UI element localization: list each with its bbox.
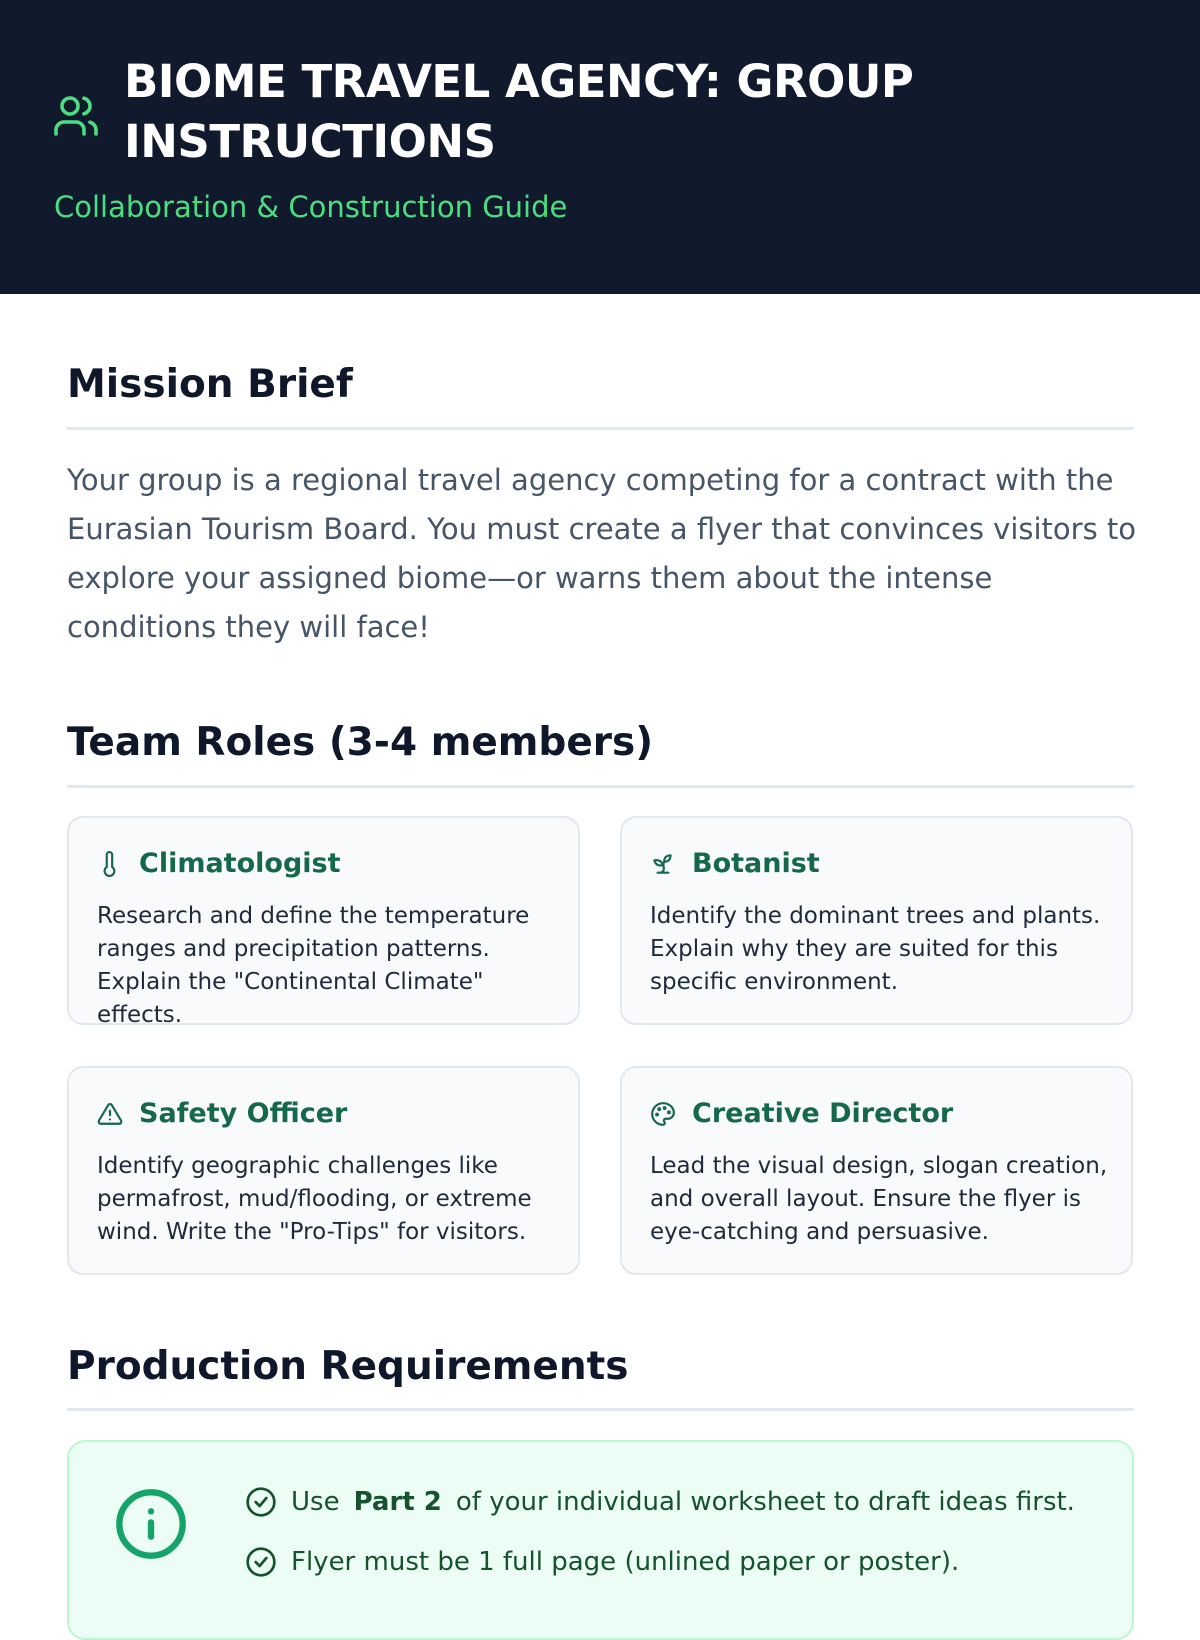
page-subtitle: Collaboration & Construction Guide bbox=[54, 190, 568, 224]
roles-heading: Team Roles (3-4 members) bbox=[67, 720, 654, 765]
section-divider bbox=[67, 427, 1134, 430]
role-title: Creative Director bbox=[692, 1098, 954, 1129]
info-icon bbox=[113, 1486, 189, 1562]
palette-icon bbox=[650, 1101, 676, 1127]
role-card-botanist bbox=[620, 816, 1133, 1025]
production-heading: Production Requirements bbox=[67, 1344, 629, 1389]
role-card-safety-officer bbox=[67, 1066, 580, 1275]
requirement-text: of your individual worksheet to draft ideas first. bbox=[455, 1487, 1075, 1517]
role-card-climatologist bbox=[67, 816, 580, 1028]
section-divider bbox=[67, 1408, 1134, 1411]
requirement-item bbox=[245, 1486, 1075, 1518]
check-circle-icon bbox=[245, 1546, 277, 1578]
section-divider bbox=[67, 785, 1134, 788]
role-description: Lead the visual design, slogan creation, and overall layout. Ensure the flyer is eye-catching and persuasive. bbox=[650, 1153, 1108, 1245]
check-circle-icon bbox=[245, 1486, 277, 1518]
role-title: Safety Officer bbox=[139, 1098, 348, 1129]
role-title: Botanist bbox=[692, 848, 820, 879]
role-description: Identify the dominant trees and plants. Explain why they are suited for this specific environment. bbox=[650, 903, 1101, 995]
role-description: Identify geographic challenges like permafrost, mud/flooding, or extreme wind. Write the "Pro-Tips" for visitors. bbox=[97, 1153, 532, 1245]
requirement-text: Use bbox=[291, 1487, 340, 1517]
sprout-icon bbox=[650, 851, 676, 877]
requirement-item bbox=[245, 1546, 959, 1578]
mission-heading: Mission Brief bbox=[67, 362, 353, 407]
role-description: Research and define the temperature ranges and precipitation patterns. Explain the "Continental Climate" effects. bbox=[97, 903, 530, 1028]
users-icon bbox=[52, 92, 100, 140]
requirement-text: Flyer must be 1 full page (unlined paper or poster). bbox=[291, 1547, 960, 1577]
requirement-emphasis: Part 2 bbox=[353, 1487, 442, 1517]
thermometer-icon bbox=[97, 851, 123, 877]
role-card-creative-director bbox=[620, 1066, 1133, 1275]
warning-triangle-icon bbox=[97, 1101, 123, 1127]
page-title: BIOME TRAVEL AGENCY: GROUP INSTRUCTIONS bbox=[124, 55, 914, 168]
page-header bbox=[0, 0, 1200, 294]
requirements-callout bbox=[67, 1440, 1134, 1640]
role-title: Climatologist bbox=[139, 848, 341, 879]
mission-text: Your group is a regional travel agency competing for a contract with the Eurasian Tourism Board. You must create a flyer that convinces visitors to explore your assigned biome—or warns them about the intense conditions they will face! bbox=[67, 463, 1137, 644]
